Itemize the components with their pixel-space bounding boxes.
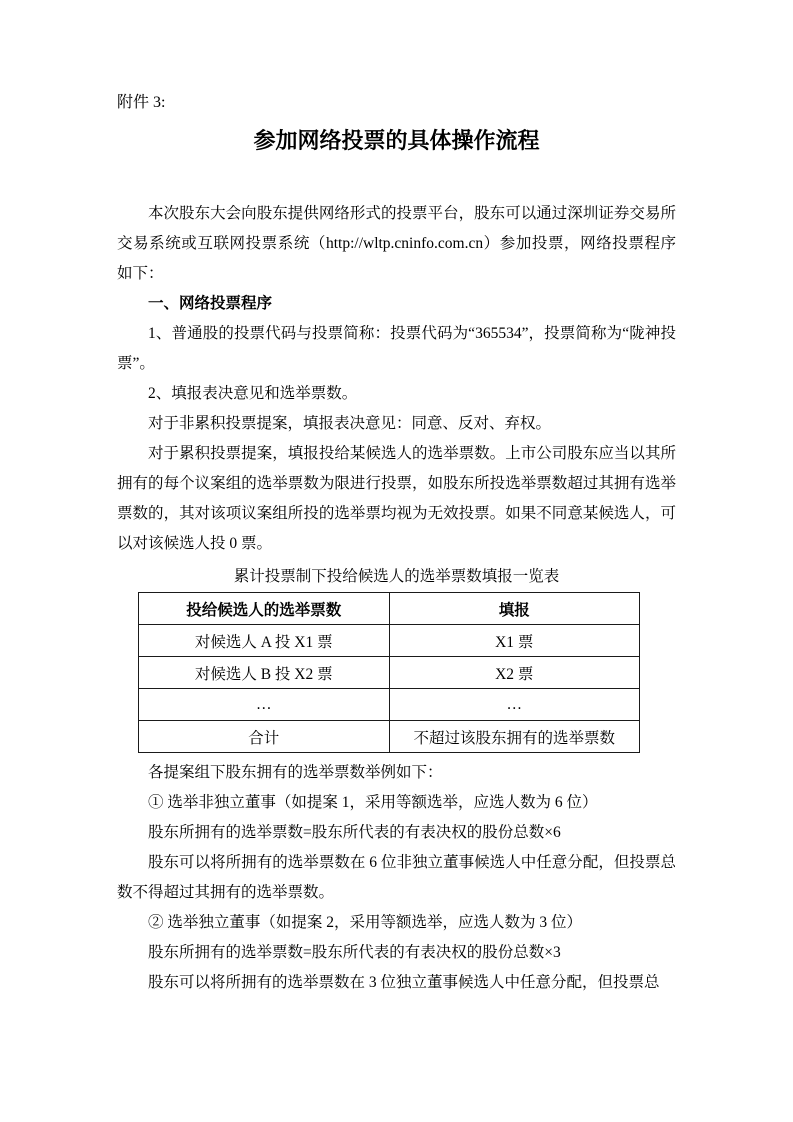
vote-allocation-table [138, 592, 640, 753]
intro-paragraph: 本次股东大会向股东提供网络形式的投票平台，股东可以通过深圳证券交易所交易系统或互联网投票系统（http://wltp.cninfo.com.cn）参加投票，网络投票程序如下： [117, 205, 676, 282]
attachment-label: 附件 3: [117, 94, 166, 111]
paragraph-example1-note: 股东可以将所拥有的选举票数在 6 位非独立董事候选人中任意分配，但投票总数不得超过其拥有的选举票数。 [117, 854, 676, 901]
table-cell: … [139, 689, 390, 721]
table-header-fill-in: 填报 [389, 593, 640, 625]
paragraph-example1-title: ① 选举非独立董事（如提案 1，采用等额选举，应选人数为 6 位） [148, 794, 598, 811]
table-header-votes-for-candidate: 投给候选人的选举票数 [139, 593, 390, 625]
paragraph-example2-formula: 股东所拥有的选举票数=股东所代表的有表决权的股份总数×3 [148, 944, 561, 961]
document-title: 参加网络投票的具体操作流程 [253, 128, 540, 153]
paragraph-example1-formula: 股东所拥有的选举票数=股东所代表的有表决权的股份总数×6 [148, 824, 561, 841]
table-row [139, 657, 640, 689]
section-heading-network-voting-procedure: 一、网络投票程序 [148, 295, 273, 312]
table-cell: 不超过该股东拥有的选举票数 [389, 721, 640, 753]
table-caption: 累计投票制下投给候选人的选举票数填报一览表 [233, 568, 560, 585]
paragraph-example2-title: ② 选举独立董事（如提案 2，采用等额选举，应选人数为 3 位） [148, 914, 583, 931]
table-row [139, 721, 640, 753]
table-cell: 合计 [139, 721, 390, 753]
table-cell: … [389, 689, 640, 721]
table-cell: 对候选人 B 投 X2 票 [139, 657, 390, 689]
paragraph-example2-note: 股东可以将所拥有的选举票数在 3 位独立董事候选人中任意分配，但投票总 [148, 974, 660, 991]
paragraph-non-cumulative: 对于非累积投票提案，填报表决意见：同意、反对、弃权。 [148, 415, 552, 432]
table-header-row [139, 593, 640, 625]
table-row [139, 625, 640, 657]
table-cell: 对候选人 A 投 X1 票 [139, 625, 390, 657]
table-row [139, 689, 640, 721]
paragraph-voting-code: 1、普通股的投票代码与投票简称：投票代码为“365534”，投票简称为“陇神投票”。 [117, 325, 676, 372]
paragraph-cumulative: 对于累积投票提案，填报投给某候选人的选举票数。上市公司股东应当以其所拥有的每个议案组的选举票数为限进行投票，如股东所投选举票数超过其拥有选举票数的，其对该项议案组所投的选举票均视为无效投票。如果不同意某候选人，可以对该候选人投 0 票。 [117, 445, 676, 552]
table-cell: X1 票 [389, 625, 640, 657]
paragraph-examples-intro: 各提案组下股东拥有的选举票数举例如下： [148, 764, 443, 781]
table-cell: X2 票 [389, 657, 640, 689]
paragraph-fill-opinion: 2、填报表决意见和选举票数。 [148, 385, 358, 402]
